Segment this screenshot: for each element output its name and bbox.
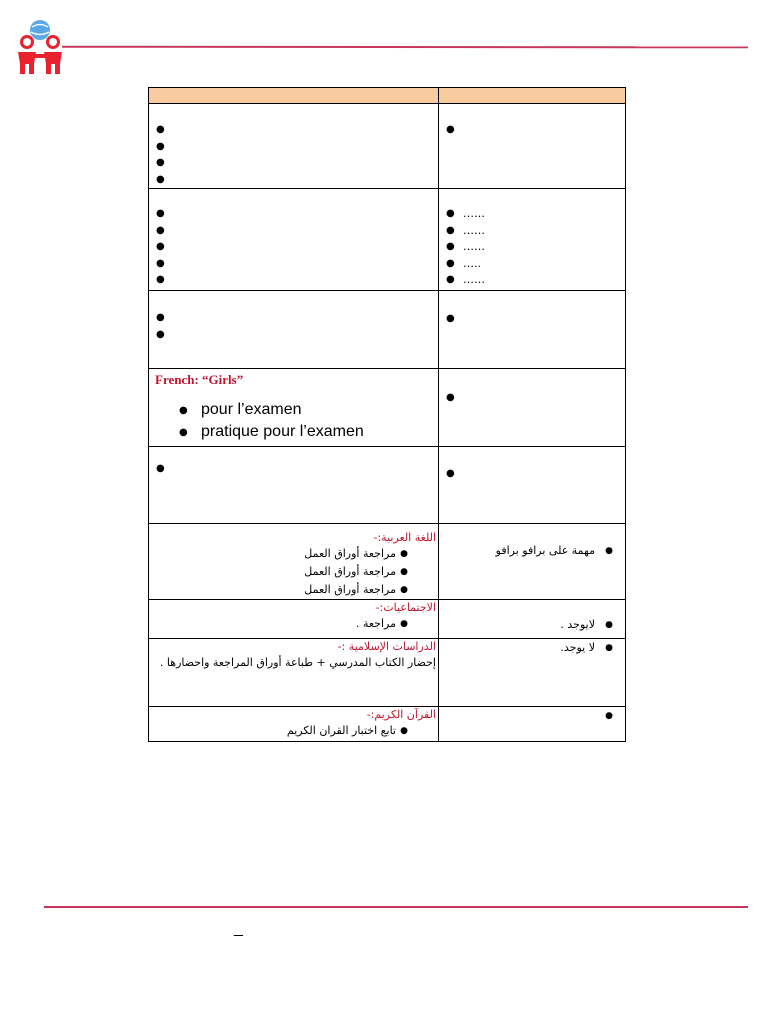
list-item: ● ……	[439, 239, 625, 256]
quran-heading: القرآن الكريم:-	[366, 708, 436, 721]
cell-right	[439, 104, 626, 189]
footer-rule	[44, 906, 748, 908]
cell-right	[439, 189, 626, 291]
cell-social-task	[439, 600, 626, 639]
list-item	[149, 272, 438, 289]
header-rule	[62, 46, 748, 49]
social-task-list	[439, 616, 625, 634]
list-item: ● ……	[439, 223, 625, 240]
bullet-list	[439, 122, 625, 139]
table-row	[149, 524, 626, 600]
bullet-list	[149, 122, 438, 188]
quran-item: ● تابع اختبار القران الكريم	[149, 722, 438, 740]
french-title: French: “Girls”	[155, 372, 244, 387]
arabic-heading: اللغة العربية:-	[373, 531, 436, 544]
social-list	[149, 615, 438, 633]
list-item	[149, 155, 438, 172]
list-item: ● …..	[439, 256, 625, 273]
list-item	[439, 122, 625, 139]
french-item: ● pratique pour l’examen	[149, 421, 438, 443]
social-task: ● لايوجد .	[439, 616, 625, 634]
homework-table	[148, 87, 626, 742]
list-item	[149, 256, 438, 273]
list-item	[149, 310, 438, 327]
footer-dash: _	[234, 920, 243, 937]
cell-quran	[149, 707, 439, 742]
cell-right	[439, 369, 626, 447]
arabic-item: ● مراجعة أوراق العمل	[149, 545, 438, 563]
cell-arabic-task	[439, 524, 626, 600]
list-item	[439, 466, 625, 483]
list-item	[149, 172, 438, 189]
cell-left	[149, 447, 439, 524]
islamic-text: إحضار الكتاب المدرسي + طباعة أوراق المراجعة واحضارها .	[159, 656, 436, 669]
table-header-row	[149, 88, 626, 104]
list-item	[439, 707, 625, 725]
list-item	[439, 311, 625, 328]
cell-left	[149, 189, 439, 291]
social-heading: الاجتماعيات:-	[375, 601, 436, 614]
cell-social	[149, 600, 439, 639]
table-row	[149, 104, 626, 189]
table-row	[149, 639, 626, 707]
list-item	[149, 461, 438, 478]
cell-arabic	[149, 524, 439, 600]
cell-left	[149, 104, 439, 189]
cell-islamic	[149, 639, 439, 707]
cell-right	[439, 447, 626, 524]
arabic-task: ● مهمة على برافو برافو	[439, 542, 625, 560]
bullet-list	[149, 310, 438, 343]
list-item	[149, 239, 438, 256]
social-item: ● مراجعة .	[149, 615, 438, 633]
list-item	[149, 122, 438, 139]
list-item	[149, 327, 438, 344]
table-row	[149, 369, 626, 447]
islamic-task-list	[439, 639, 625, 657]
table-row	[149, 189, 626, 291]
table-row	[149, 291, 626, 369]
arabic-item: ● مراجعة أوراق العمل	[149, 581, 438, 599]
quran-task-list	[439, 707, 625, 725]
dotted-bullet-list	[439, 206, 625, 289]
bullet-list	[149, 206, 438, 289]
list-item: ● ……	[439, 206, 625, 223]
list-item	[149, 223, 438, 240]
french-item: ● pour l’examen	[149, 399, 438, 421]
header-cell-left	[149, 88, 439, 104]
bullet-list	[439, 311, 625, 328]
cell-french	[149, 369, 439, 447]
bullet-list	[149, 461, 438, 478]
bullet-list	[439, 466, 625, 483]
quran-list	[149, 722, 438, 740]
header-cell-right	[439, 88, 626, 104]
arabic-item: ● مراجعة أوراق العمل	[149, 563, 438, 581]
cell-left	[149, 291, 439, 369]
list-item	[149, 206, 438, 223]
school-logo	[12, 18, 68, 76]
table-row	[149, 447, 626, 524]
list-item	[149, 139, 438, 156]
arabic-task-list	[439, 542, 625, 560]
cell-quran-task	[439, 707, 626, 742]
bullet-list	[439, 390, 625, 407]
french-list	[149, 399, 438, 443]
cell-right	[439, 291, 626, 369]
islamic-heading: الدراسات الإسلامية :-	[337, 640, 436, 653]
arabic-list	[149, 545, 438, 599]
list-item	[439, 390, 625, 407]
list-item: ● ……	[439, 272, 625, 289]
cell-islamic-task	[439, 639, 626, 707]
table-row	[149, 707, 626, 742]
table-row	[149, 600, 626, 639]
islamic-task: ● لا يوجد.	[439, 639, 625, 657]
